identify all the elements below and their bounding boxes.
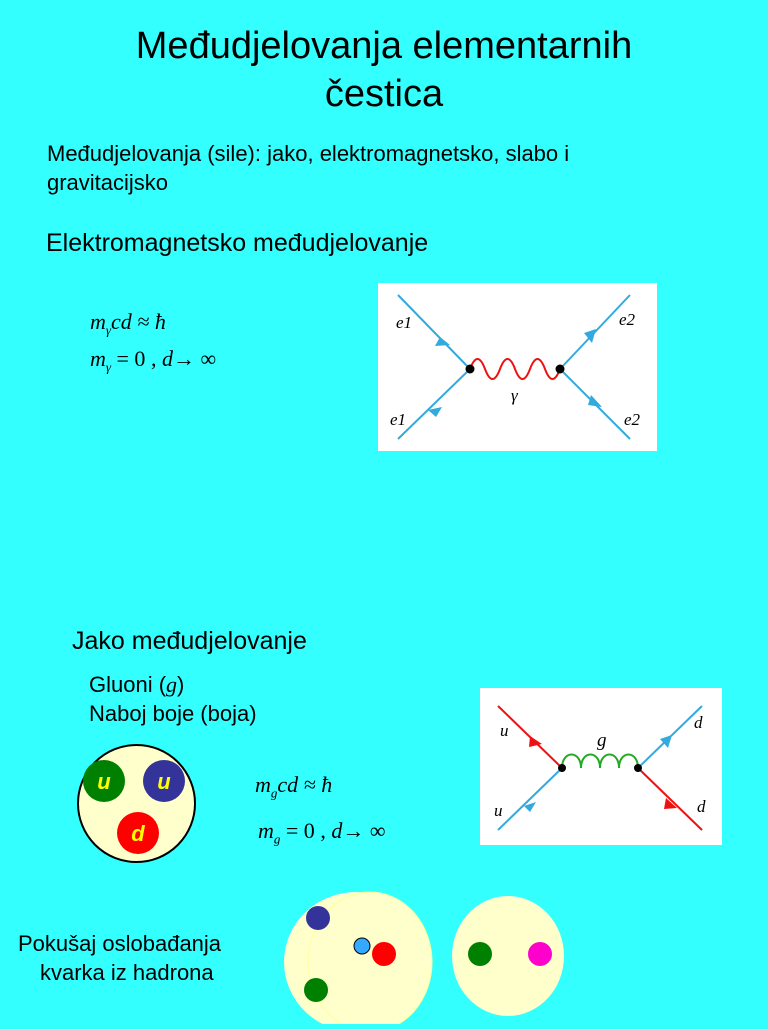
strong-equation-1 <box>255 772 332 801</box>
em-eq2-m: m <box>90 346 106 371</box>
em-label-top-right: e2 <box>619 310 636 329</box>
gluon-text <box>89 670 257 728</box>
em-line-bottom-left <box>398 369 470 439</box>
release-caption <box>18 929 258 987</box>
strong-eq1-sub: g <box>270 785 278 801</box>
em-label-top-left: e1 <box>396 313 413 332</box>
strong-heading: Jako međudjelovanje <box>72 627 307 655</box>
intro-line1: Međudjelovanja (sile): jako, elektromagnetsko, slabo i <box>47 141 570 166</box>
em-eq2-sub: γ <box>105 359 112 375</box>
quark-magenta-dot <box>528 942 552 966</box>
gluon-line <box>89 670 257 699</box>
quark-green-dot-right <box>468 942 492 966</box>
strong-eq2-arrow: → ∞ <box>342 818 386 843</box>
em-eq1-m: m <box>90 309 106 334</box>
em-eq1-rest: cd ≈ ħ <box>111 309 166 334</box>
strong-line-bottom-right <box>638 768 702 830</box>
gluon-coil <box>562 755 638 769</box>
strong-feynman-diagram <box>480 688 722 845</box>
em-arrow-top-left <box>435 337 450 346</box>
em-eq2-d: d <box>161 346 173 371</box>
strong-eq2-d: d <box>331 818 343 843</box>
strong-label-bottom-left: u <box>494 801 503 820</box>
em-heading: Elektromagnetsko međudjelovanje <box>46 229 429 257</box>
em-vertex-left <box>466 365 475 374</box>
quark-label-3: d <box>131 821 145 846</box>
em-eq2-arrow: → ∞ <box>172 346 217 371</box>
strong-eq2-sep: , <box>314 818 332 843</box>
strong-vertex-left <box>558 764 566 772</box>
strong-label-top-left: u <box>500 721 509 740</box>
strong-eq2-eq: = 0 <box>280 818 315 843</box>
gluon-symbol: g <box>166 672 178 697</box>
em-feynman-diagram <box>378 283 657 451</box>
em-line-top-left <box>398 295 470 369</box>
quark-label-1: u <box>97 769 111 794</box>
em-eq2-eq: = 0 <box>111 346 146 371</box>
quark-green-dot <box>304 978 328 1002</box>
strong-equation-2 <box>258 818 386 847</box>
em-equation-2 <box>90 346 216 375</box>
release-caption-line1: Pokušaj oslobađanja <box>18 931 222 956</box>
quark-lightblue-dot <box>354 938 370 954</box>
slide-title-line1: Međudjelovanja elementarnih <box>135 25 633 67</box>
hadron-diagram <box>76 743 197 864</box>
hadron-separation-diagram <box>280 890 580 1024</box>
photon-wave <box>470 359 560 379</box>
em-equation-1 <box>90 309 166 338</box>
em-label-bottom-left: e1 <box>390 410 407 429</box>
strong-vertex-right <box>634 764 642 772</box>
em-vertex-right <box>556 365 565 374</box>
strong-eq1-rest: cd ≈ ħ <box>277 772 333 797</box>
em-label-bottom-right: e2 <box>624 410 641 429</box>
gluon-line-close: ) <box>177 672 185 697</box>
gluon-label: g <box>597 730 607 751</box>
intro-line2: gravitacijsko <box>47 170 169 195</box>
intro-text <box>47 139 569 197</box>
strong-line-bottom-left <box>498 768 562 830</box>
strong-eq1-m: m <box>255 772 271 797</box>
slide-title <box>0 22 768 118</box>
strong-eq2-m: m <box>258 818 274 843</box>
em-eq2-sep: , <box>145 346 162 371</box>
quark-label-2: u <box>157 769 171 794</box>
strong-label-bottom-right: d <box>697 797 706 816</box>
strong-eq2-sub: g <box>273 831 281 847</box>
color-charge-line: Naboj boje (boja) <box>89 701 257 726</box>
quark-blue-dot <box>306 906 330 930</box>
release-caption-line2: kvarka iz hadrona <box>40 960 214 985</box>
gluon-line-text: Gluoni ( <box>89 672 167 697</box>
em-arrow-bottom-right <box>588 395 602 407</box>
quark-red-dot <box>372 942 396 966</box>
slide-title-line2: čestica <box>324 73 444 115</box>
strong-label-top-right: d <box>694 713 703 732</box>
photon-label: γ <box>511 386 518 405</box>
em-eq1-sub: γ <box>105 322 112 338</box>
